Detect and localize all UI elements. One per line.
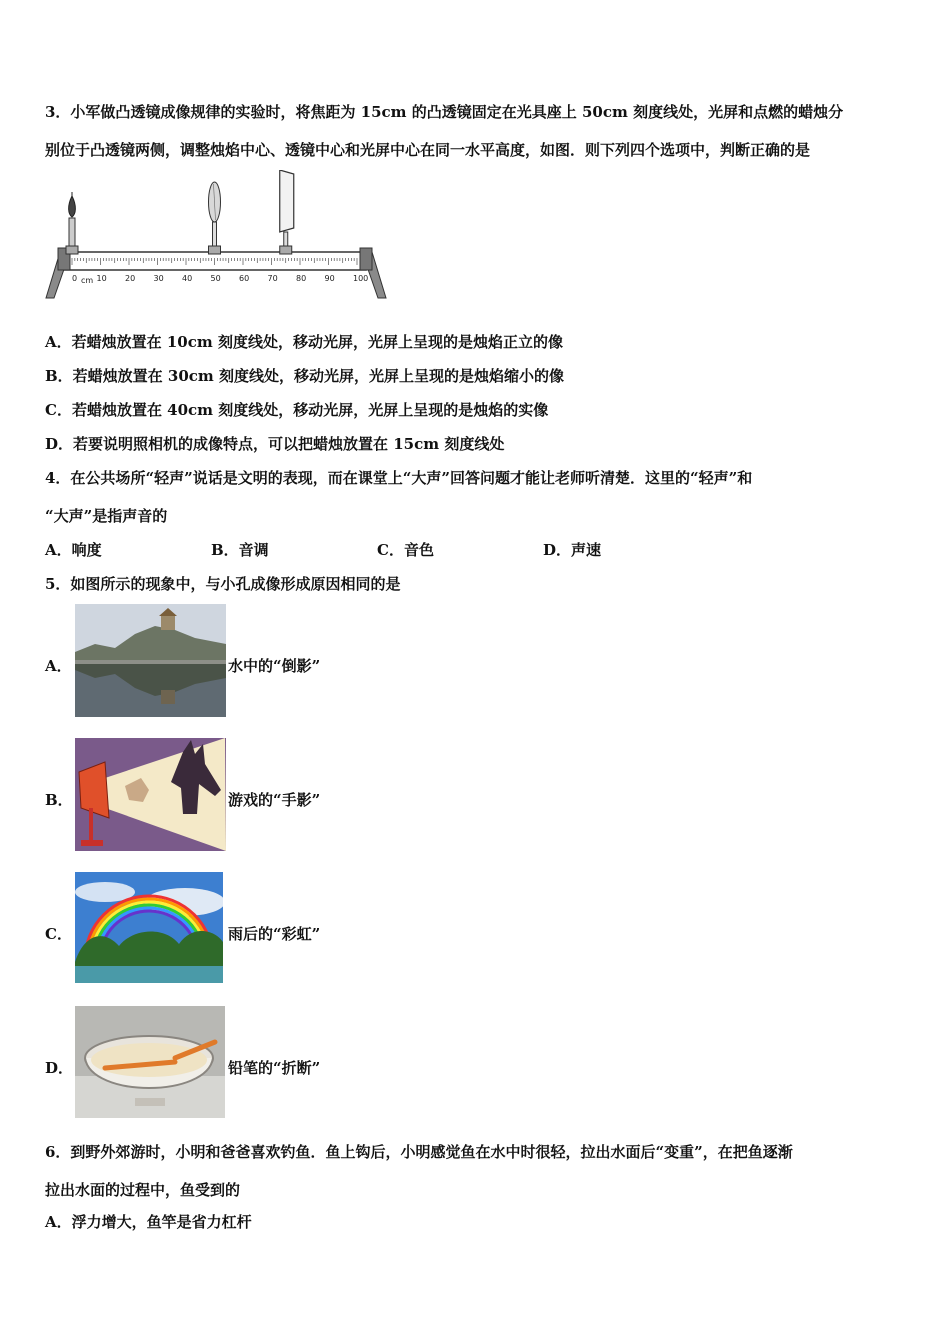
ruler-tick-label: 70 xyxy=(267,274,278,283)
bent-pencil-photo xyxy=(75,1006,225,1118)
light-screen xyxy=(280,170,294,254)
convex-lens xyxy=(209,182,221,254)
q3-option-a: A．若蜡烛放置在 10cm 刻度线处，移动光屏，光屏上呈现的是烛焰正立的像 xyxy=(45,333,563,351)
q5-option-d-letter: D． xyxy=(45,1059,74,1077)
ruler-unit: cm xyxy=(81,276,94,285)
candle xyxy=(66,192,78,254)
q6-option-a: A．浮力增大，鱼竿是省力杠杆 xyxy=(45,1213,252,1231)
ruler-tick-label: 50 xyxy=(210,274,221,283)
q5-option-d-caption: 铅笔的“折断” xyxy=(228,1059,321,1077)
ruler-tick-label: 30 xyxy=(153,274,164,283)
q3-option-b: B．若蜡烛放置在 30cm 刻度线处，移动光屏，光屏上呈现的是烛焰缩小的像 xyxy=(45,367,565,385)
q4-stem-line2: “大声”是指声音的 xyxy=(45,507,168,525)
ruler-tick-label: 10 xyxy=(96,274,107,283)
q5-option-c-caption: 雨后的“彩虹” xyxy=(228,925,321,943)
q6-stem-line1: 6．到野外郊游时，小明和爸爸喜欢钓鱼．鱼上钩后，小明感觉鱼在水中时很轻，拉出水面后“变重”，在把鱼逐渐 xyxy=(45,1143,793,1161)
q4-option-b: B．音调 xyxy=(211,541,269,559)
q4-option-a: A．响度 xyxy=(45,541,102,559)
ruler-tick-label: 80 xyxy=(296,274,307,283)
reflection-photo xyxy=(75,604,226,717)
rainbow-photo xyxy=(75,872,223,983)
ruler-tick-label: 100 xyxy=(353,274,369,283)
ruler-tick-label: 90 xyxy=(324,274,335,283)
ruler-tick-labels xyxy=(72,274,368,283)
hand-shadow-photo xyxy=(75,738,226,851)
q5-option-a-caption: 水中的“倒影” xyxy=(228,657,321,675)
q4-option-d: D．声速 xyxy=(543,541,602,559)
q4-option-c: C．音色 xyxy=(377,541,434,559)
q5-stem: 5．如图所示的现象中，与小孔成像形成原因相同的是 xyxy=(45,575,401,593)
q6-stem-line2: 拉出水面的过程中，鱼受到的 xyxy=(45,1181,241,1199)
ruler-tick-label: 0 xyxy=(72,274,78,283)
ruler-tick-label: 40 xyxy=(182,274,193,283)
q5-option-b-letter: B． xyxy=(45,791,73,809)
optical-bench-figure xyxy=(44,170,389,300)
ruler-tick-label: 60 xyxy=(239,274,250,283)
q4-stem-line1: 4．在公共场所“轻声”说话是文明的表现，而在课堂上“大声”回答问题才能让老师听清楚．这里的“轻声”和 xyxy=(45,469,753,487)
q3-option-c: C．若蜡烛放置在 40cm 刻度线处，移动光屏，光屏上呈现的是烛焰的实像 xyxy=(45,401,549,419)
q5-option-c-letter: C． xyxy=(45,925,72,943)
q5-option-b-caption: 游戏的“手影” xyxy=(228,791,321,809)
ruler-tick-label: 20 xyxy=(125,274,136,283)
q3-stem-line1: 3．小军做凸透镜成像规律的实验时，将焦距为 15cm 的凸透镜固定在光具座上 50cm 刻度线处，光屏和点燃的蜡烛分 xyxy=(45,103,844,121)
q5-option-a-letter: A． xyxy=(45,657,72,675)
q3-option-d: D．若要说明照相机的成像特点，可以把蜡烛放置在 15cm 刻度线处 xyxy=(45,435,505,453)
q3-stem-line2: 别位于凸透镜两侧，调整烛焰中心、透镜中心和光屏中心在同一水平高度，如图．则下列四个选项中，判断正确的是 xyxy=(45,141,811,159)
